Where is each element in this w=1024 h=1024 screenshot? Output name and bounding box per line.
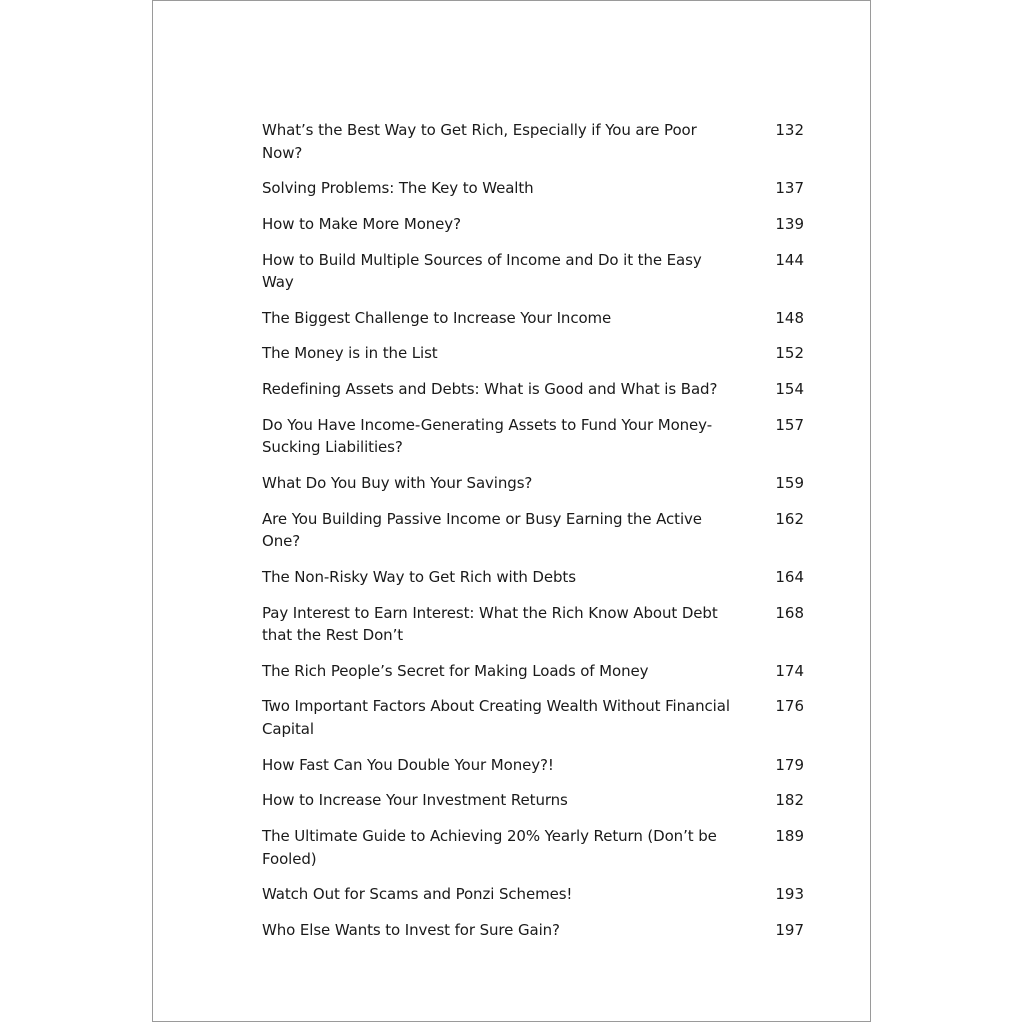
toc-entry-page-number: 168 — [775, 603, 804, 622]
toc-entry-page-number: 182 — [775, 791, 804, 810]
toc-entry-title: Redefining Assets and Debts: What is Good and What is Bad? — [262, 380, 718, 399]
toc-entry — [262, 883, 804, 906]
toc-entry-page-number: 159 — [775, 474, 804, 492]
toc-entry — [262, 508, 804, 553]
toc-entry — [262, 414, 804, 459]
toc-entry-page-number: 152 — [775, 344, 804, 363]
toc-entry-title: Solving Problems: The Key to Wealth — [262, 179, 534, 198]
toc-entry-page-number: 137 — [775, 179, 804, 198]
toc-entry-page-number: 193 — [775, 885, 804, 904]
toc-entry-title: How to Make More Money? — [262, 214, 461, 233]
toc-entry-page-number: 139 — [775, 214, 804, 233]
toc-entry — [262, 754, 804, 777]
toc-entry — [262, 789, 804, 812]
toc-entry-title: The Money is in the List — [262, 344, 438, 363]
toc-entry-page-number: 176 — [775, 697, 804, 716]
toc-entry — [262, 177, 804, 200]
toc-entry-title: How to Increase Your Investment Returns — [262, 791, 568, 810]
toc-entry-page-number: 197 — [775, 920, 804, 939]
toc-entry-title: How Fast Can You Double Your Money?! — [262, 755, 554, 774]
toc-entry-title: What’s the Best Way to Get Rich, Especially if You are Poor Now? — [262, 121, 697, 162]
toc-entry — [262, 378, 804, 401]
toc-entry-page-number: 164 — [775, 567, 804, 586]
toc-entry-title: Who Else Wants to Invest for Sure Gain? — [262, 920, 560, 939]
toc-entry — [262, 472, 804, 495]
toc-entry — [262, 213, 804, 236]
toc-entry-page-number: 174 — [775, 661, 804, 680]
toc-entry-page-number: 154 — [775, 380, 804, 399]
document-page — [152, 0, 871, 1022]
toc-entry — [262, 919, 804, 942]
table-of-contents — [262, 119, 804, 955]
toc-entry-page-number: 189 — [775, 827, 804, 845]
toc-entry-title: Do You Have Income-Generating Assets to Fund Your Money-Sucking Liabilities? — [262, 415, 713, 457]
toc-entry-title: Are You Building Passive Income or Busy Earning the Active One? — [262, 509, 702, 551]
toc-entry-page-number: 132 — [775, 121, 804, 139]
toc-entry — [262, 602, 804, 647]
toc-entry-title: The Biggest Challenge to Increase Your Income — [262, 308, 612, 327]
toc-entry — [262, 342, 804, 365]
toc-entry — [262, 660, 804, 683]
toc-entry-title: The Ultimate Guide to Achieving 20% Yearly Return (Don’t be Fooled) — [262, 827, 717, 868]
toc-entry-page-number: 148 — [775, 308, 804, 327]
toc-entry-title: How to Build Multiple Sources of Income and Do it the Easy Way — [262, 250, 702, 292]
toc-entry-title: What Do You Buy with Your Savings? — [262, 474, 533, 492]
toc-entry-title: The Non-Risky Way to Get Rich with Debts — [262, 567, 576, 586]
toc-entry-title: Pay Interest to Earn Interest: What the Rich Know About Debt that the Rest Don’t — [262, 603, 718, 645]
toc-entry — [262, 566, 804, 589]
toc-entry — [262, 307, 804, 330]
toc-entry-title: The Rich People’s Secret for Making Loads of Money — [262, 661, 649, 680]
toc-entry-page-number: 179 — [775, 755, 804, 774]
toc-entry-title: Two Important Factors About Creating Wealth Without Financial Capital — [262, 697, 730, 738]
toc-entry-title: Watch Out for Scams and Ponzi Schemes! — [262, 885, 573, 904]
toc-entry-page-number: 162 — [775, 509, 804, 528]
toc-entry — [262, 825, 804, 870]
toc-entry — [262, 119, 804, 164]
toc-entry-page-number: 157 — [775, 415, 804, 434]
toc-entry — [262, 695, 804, 740]
toc-entry — [262, 249, 804, 294]
toc-entry-page-number: 144 — [775, 250, 804, 269]
